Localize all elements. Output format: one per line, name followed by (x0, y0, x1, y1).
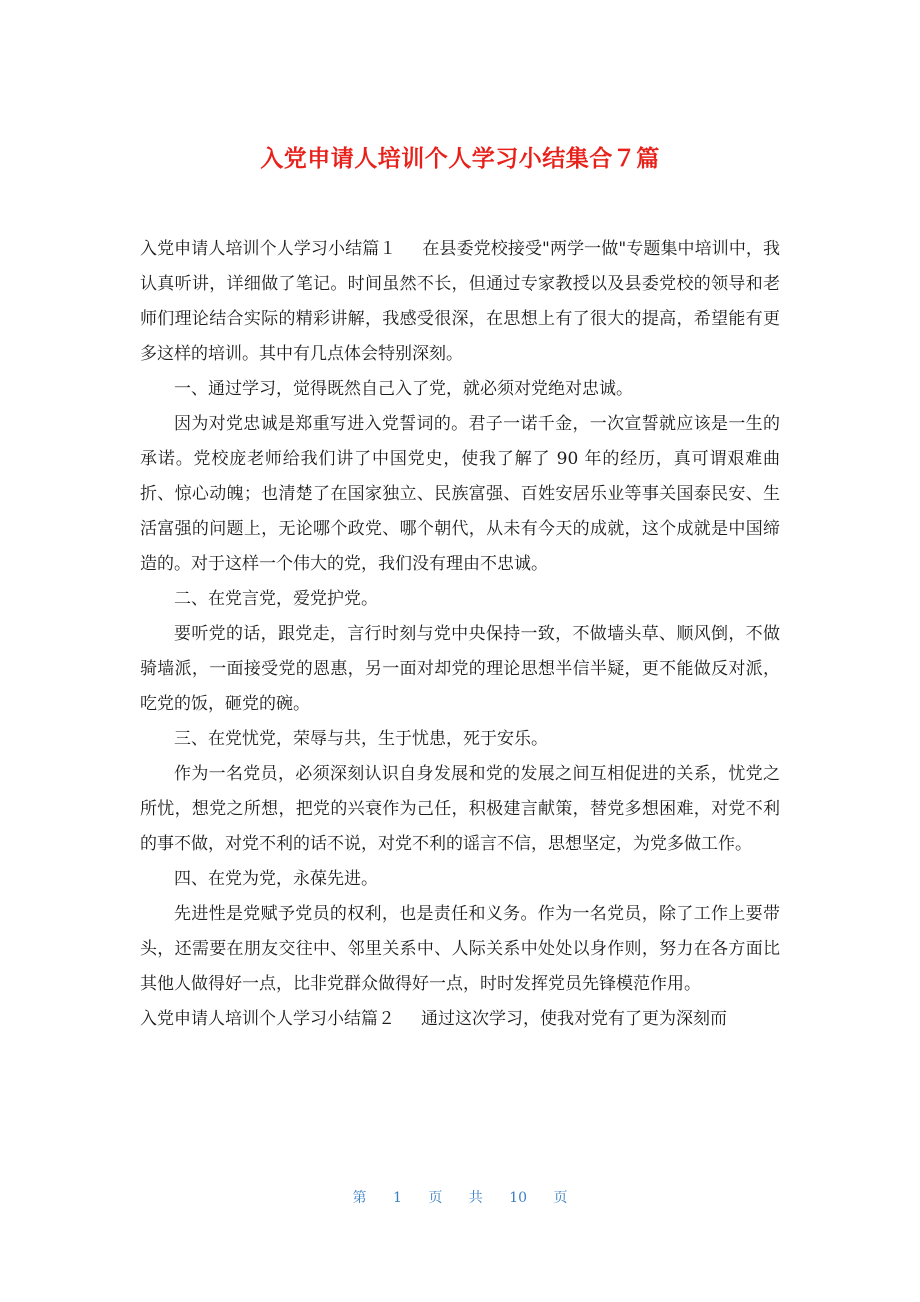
pager-current: 1 (392, 1190, 402, 1206)
page-number-footer (0, 1187, 920, 1207)
point-2-body: 要听党的话，跟党走，言行时刻与党中央保持一致，不做墙头草、顺风倒，不做骑墙派，一面接受党的恩惠，另一面对却党的理论思想半信半疑，更不能做反对派，吃党的饭，砸党的碗。 (140, 624, 780, 714)
pager-total: 10 (509, 1190, 528, 1206)
point-1-body: 因为对党忠诚是郑重写进入党誓词的。君子一诺千金，一次宣誓就应该是一生的承诺。党校庞老师给我们讲了中国党史，使我了解了 90 年的经历，真可谓艰难曲折、惊心动魄；也清楚了在国家独立、民族富强、百姓安居乐业等事关国泰民安、生活富强的问题上，无论哪个政党、哪个朝代，从未有今天的成就，这个成就是中国缔造的。对于这样一个伟大的党，我们没有理由不忠诚。 (140, 414, 780, 574)
point-2-heading: 二、在党言党，爱党护党。 (174, 589, 378, 609)
document-title: 入党申请人培训个人学习小结集合７篇 (260, 146, 660, 172)
section-2-text: 通过这次学习，使我对党有了更为深刻而 (421, 1009, 727, 1029)
section-2-heading: 入党申请人培训个人学习小结篇２ (140, 1009, 395, 1029)
pager-total-unit: 页 (553, 1190, 568, 1206)
point-4-body: 先进性是党赋予党员的权利，也是责任和义务。作为一名党员，除了工作上要带头，还需要在朋友交往中、邻里关系中、人际关系中处处以身作则，努力在各方面比其他人做得好一点，比非党群众做得好一点，时时发挥党员先锋模范作用。 (140, 904, 780, 994)
point-3-heading: 三、在党忧党，荣辱与共，生于忧患，死于安乐。 (174, 729, 548, 749)
section-1-text: 在县委党校接受"两学一做"专题集中培训中，我认真听讲，详细做了笔记。时间虽然不长，但通过专家教授以及县委党校的领导和老师们理论结合实际的精彩讲解，我感受很深，在思想上有了很大的提高，希望能有更多这样的培训。其中有几点体会特别深刻。 (140, 239, 781, 364)
document-body (140, 232, 780, 1037)
pager-page-unit: 页 (428, 1190, 443, 1206)
pager-page-label: 第 (352, 1190, 367, 1206)
point-4-heading: 四、在党为党，永葆先进。 (174, 869, 378, 889)
section-1-intro (140, 232, 780, 372)
point-3-body: 作为一名党员，必须深刻认识自身发展和党的发展之间互相促进的关系，忧党之所忧，想党之所想，把党的兴衰作为己任，积极建言献策，替党多想困难，对党不利的事不做，对党不利的话不说，对党不利的谣言不信，思想坚定，为党多做工作。 (140, 764, 780, 854)
point-1-heading: 一、通过学习，觉得既然自己入了党，就必须对党绝对忠诚。 (174, 379, 633, 399)
pager-total-label: 共 (468, 1190, 483, 1206)
section-1-heading: 入党申请人培训个人学习小结篇１ (140, 239, 397, 259)
section-2-intro (140, 1002, 780, 1037)
